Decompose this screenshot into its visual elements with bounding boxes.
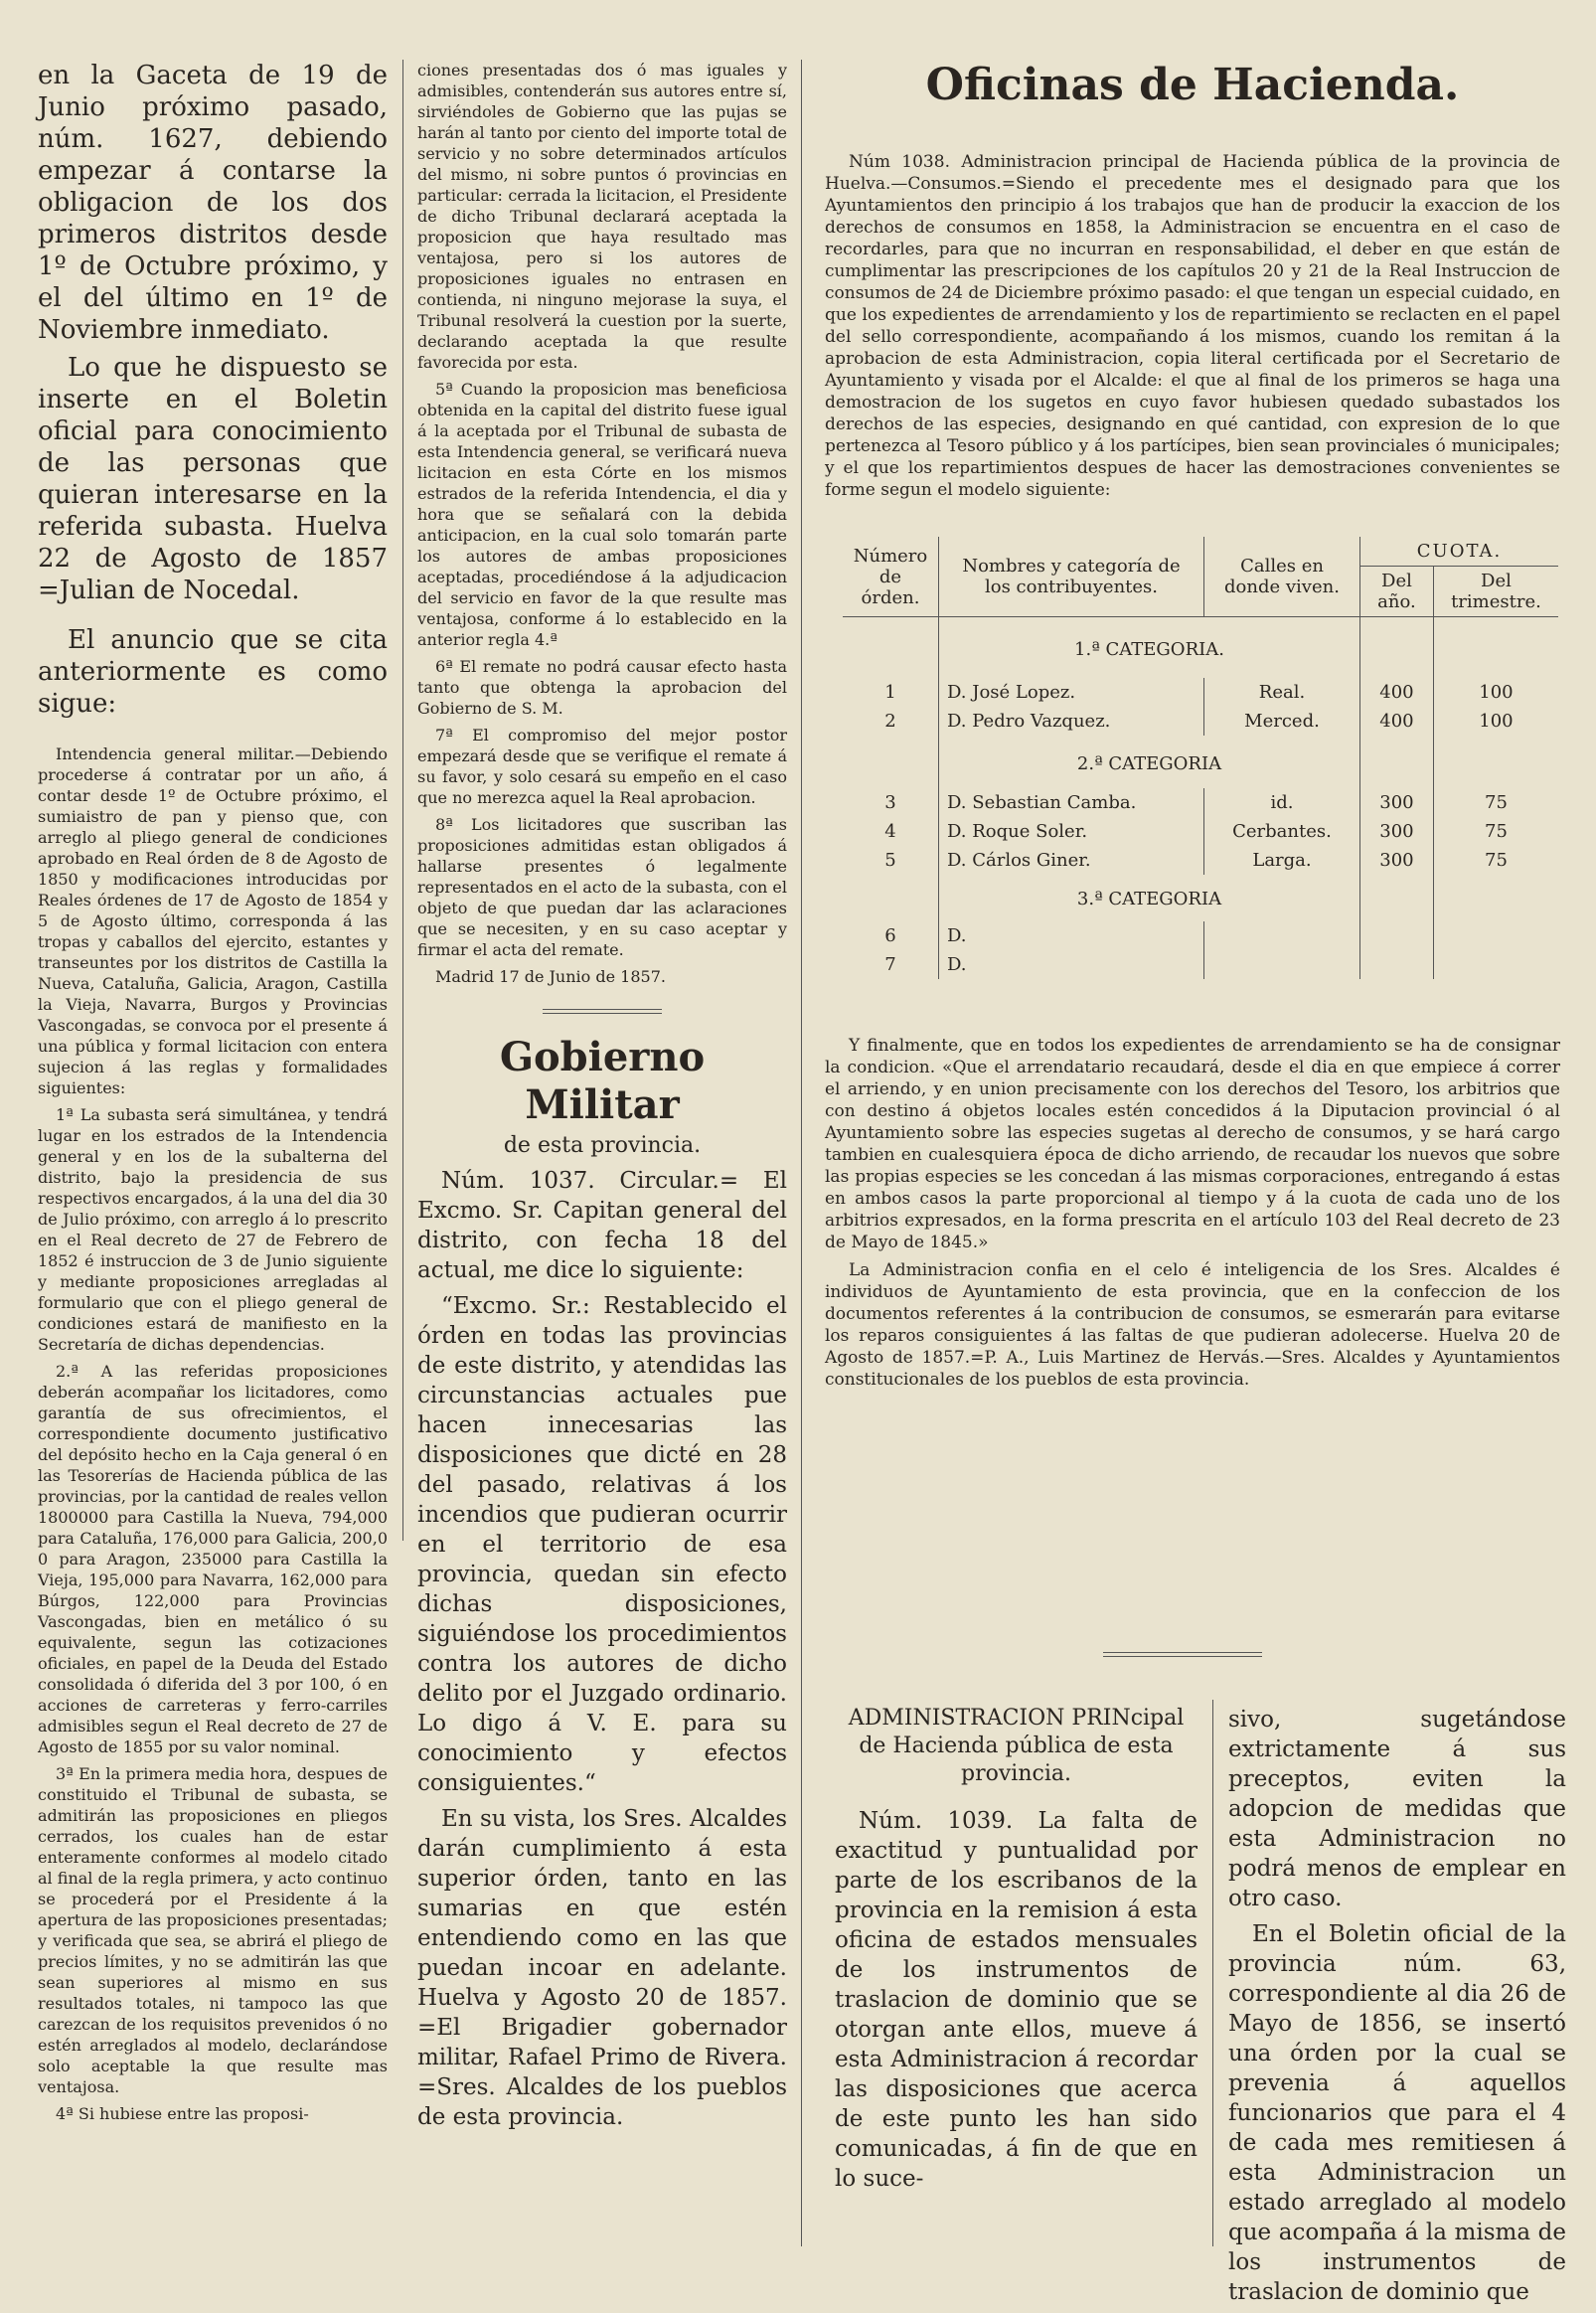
cell-ano: 300 (1360, 846, 1434, 875)
cell-tri (1433, 921, 1558, 950)
cell-numero: 4 (884, 821, 896, 842)
paragraph: Núm. 1039. La falta de exactitud y puntualidad por parte de los escribanos de la provincia en la remision á esta oficina de estados mensuales de los instrumentos de traslacion de dominio que se otorgan ante ellos, mueve á esta Administracion á recordar las disposiciones que acerca de este punto les han sido comunicadas, á fin de que en lo suce- (835, 1808, 1197, 2192)
column-rule (801, 60, 802, 2246)
cell-ano: 300 (1360, 788, 1434, 817)
cell-ano: 300 (1360, 817, 1434, 846)
paragraph: Lo que he dispuesto se inserte en el Boletin oficial para conocimiento de las personas que quieran interesarse en la referida subasta. Huelva 22 de Agosto de 1857 =Julian de Nocedal. (38, 353, 388, 605)
gobierno-title: Gobierno Militar (499, 1034, 706, 1128)
cell-street: id. (1204, 788, 1360, 817)
intro-block (38, 60, 388, 606)
admin-right-column (1228, 1705, 1566, 2313)
cell-name: D. Roque Soler. (939, 817, 1204, 846)
cell-street: Larga. (1204, 846, 1360, 875)
cell-ano (1360, 921, 1434, 950)
cell-name: D. Sebastian Camba. (939, 788, 1204, 817)
gobierno-body (417, 1166, 787, 2132)
paragraph: 6ª El remate no podrá causar efecto hasta tanto que obtenga la aprobacion del Gobierno de S. M. (417, 657, 787, 718)
cell-street (1204, 921, 1360, 950)
column-rule (1212, 1700, 1213, 2246)
cell-name: D. Pedro Vazquez. (939, 707, 1204, 736)
admin-body-right (1228, 1705, 1566, 2307)
column-rule (402, 60, 403, 1541)
cell-ano: 400 (1360, 678, 1434, 707)
table-row (843, 707, 1558, 736)
paragraph: en la Gaceta de 19 de Junio próximo pasado, núm. 1627, debiendo empezar á contarse la obligacion de los dos primeros distritos desde 1º de Octubre próximo, y el del último en 1º de Noviembre inmediato. (38, 61, 388, 345)
column-1 (38, 60, 388, 2130)
paragraph: “Excmo. Sr.: Restablecido el órden en todas las provincias de este distrito, y atendidas las circunstancias actuales pue hacen innecesarias las disposiciones que dicté en 28 del pasado, relativas á los incendios que pudieran ocurrir en el territorio de esa provincia, quedan sin efecto dichas disposiciones, siguiéndose los procedimientos contra los autores de dicho delito por el Juzgado ordinario. Lo digo á V. E. para su conocimiento y efectos consiguientes.“ (417, 1293, 787, 1796)
cell-ano: 400 (1360, 707, 1434, 736)
paragraph: Intendencia general militar.—Debiendo procederse á contratar por un año, á contar desde 1º de Octubre próximo, el sumiaistro de pan y pienso que, con arreglo al pliego general de condiciones aprobado en Real órden de 8 de Agosto de 1850 y modificaciones introducidas por Reales órdenes de 17 de Agosto de 1854 y 5 de Agosto último, corresponda á las tropas y caballos del ejercito, estantes y transeuntes por los distritos de Castilla la Nueva, Cataluña, Galicia, Aragon, Castilla la Vieja, Navarra, Burgos y Provincias Vascongadas, se convoca por el presente á una pública y formal licitacion con entera sujecion á las reglas y formalidades siguientes: (38, 744, 388, 1097)
paragraph: 3ª En la primera media hora, despues de constituido el Tribunal de subasta, se admitirán las proposiciones en pliegos cerrados, los cuales han de estar enteramente conformes al modelo citado al final de la regla primera, y acto continuo se procederá por el Presidente á la apertura de las proposiciones presentadas; y verificada que sea, se abrirá el pliego de precios límites, y no se admitirán las que sean superiores al mismo en sus resultados totales, ni tampoco las que carezcan de los requisitos prevenidos ó no estén arreglados al modelo, declarándose solo aceptable la que resulte mas ventajosa. (38, 1764, 388, 2096)
cell-street: Cerbantes. (1204, 817, 1360, 846)
admin-body-left (835, 1806, 1197, 2194)
cell-numero: 1 (884, 682, 896, 703)
anuncio-block (38, 624, 388, 720)
cell-tri: 100 (1433, 707, 1558, 736)
table-row (843, 788, 1558, 817)
cuota-table (843, 537, 1558, 979)
category-heading: 2.ª CATEGORIA (939, 736, 1360, 788)
cell-ano (1360, 950, 1434, 979)
anuncio-continued (417, 60, 787, 987)
oficinas-title: Oficinas de Hacienda. (925, 60, 1460, 110)
signature-date: Madrid 17 de Junio de 1857. (435, 967, 666, 986)
category-heading: 3.ª CATEGORIA (939, 875, 1360, 921)
oficinas-section (825, 60, 1560, 1397)
paragraph: En su vista, los Sres. Alcaldes darán cumplimiento á esta superior órden, tanto en las sumarias en que estén entendiendo como en las que puedan incoar en adelante. Huelva y Agosto 20 de 1857. =El Brigadier gobernador militar, Rafael Primo de Rivera. =Sres. Alcaldes de los pueblos de esta provincia. (417, 1806, 787, 2130)
table-row (843, 678, 1558, 707)
paragraph: 7ª El compromiso del mejor postor empezará desde que se verifique el remate á su favor, y solo cesará su empeño en el caso que no merezca aquel la Real aprobacion. (417, 726, 787, 807)
column-2 (417, 60, 787, 2138)
admin-left-column (835, 1705, 1197, 2200)
anuncio-heading: El anuncio que se cita anteriormente es como sigue: (38, 625, 388, 719)
cell-name: D. José Lopez. (939, 678, 1204, 707)
paragraph: 5ª Cuando la proposicion mas beneficiosa obtenida en la capital del distrito fuese igual á la aceptada por el Tribunal de subasta de esta Intendencia general, se verificará nueva licitacion en esta Córte en los mismos estrados de la referida Intendencia, el dia y hora que se señalará con la debida anticipacion, en la cual solo tomarán parte los autores de ambas proposiciones aceptadas, procediéndose á la adjudicacion del servicio en favor de la que resulte mas ventajosa, conforme á lo establecido en la anterior regla 4.ª (417, 380, 787, 649)
cell-name: D. (939, 950, 1204, 979)
cell-numero: 2 (884, 711, 896, 732)
cell-street (1204, 950, 1360, 979)
cell-tri: 75 (1433, 817, 1558, 846)
cell-name: D. (939, 921, 1204, 950)
cell-street: Merced. (1204, 707, 1360, 736)
paragraph: Núm 1038. Administracion principal de Hacienda pública de la provincia de Huelva.—Consumos.=Siendo el precedente mes el designado para que los Ayuntamientos den principio á los trabajos que han de producir la exaccion de los derechos de consumos en 1858, la Administracion se encuentra en el caso de recordarles, para que no incurran en responsabilidad, el deber en que están de cumplimentar las prescripciones de los capítulos 20 y 21 de la Real Instruccion de consumos de 24 de Diciembre próximo pasado: el que tengan un especial cuidado, en que los expedientes de arrendamiento y los de repartimiento se reclacten en el papel del sello correspondiente, acompañando á los mismos, cuando los remitan á la aprobacion de esta Administracion, copia literal certificada por el Secretario de Ayuntamiento y visada por el Alcalde: el que al final de los primeros se haga una demostracion de los sugetos en cuyo favor hubiesen quedado subastados los derechos de las especies, designando en qué cantidad, con expresion de lo que pertenezca al Tesoro público y á los partícipes, bien sean provinciales ó municipales; y el que los repartimientos despues de hacer las demostraciones convenientes se forme segun el modelo siguiente: (825, 152, 1560, 500)
gobierno-subtitle: de esta provincia. (503, 1133, 702, 1158)
cell-numero: 5 (884, 850, 896, 871)
header-numero: Número de órden. (843, 537, 939, 617)
cell-street: Real. (1204, 678, 1360, 707)
section-divider (1103, 1652, 1262, 1657)
cell-numero: 6 (884, 925, 896, 946)
paragraph: 2.ª A las referidas proposiciones deberán acompañar los licitadores, como garantía de sus ofrecimientos, el correspondiente documento justificativo del depósito hecho en la Caja general ó en las Tesorerías de Hacienda pública de las provincias, por la cantidad de reales vellon 1800000 para Castilla la Nueva, 794,000 para Cataluña, 176,000 para Galicia, 200,0 0 para Aragon, 235000 para Castilla la Vieja, 195,000 para Navarra, 162,000 para Búrgos, 122,000 para Provincias Vascongadas, bien en metálico ó su equivalente, segun las cotizaciones oficiales, en papel de la Deuda del Estado consolidada ó diferida del 3 por 100, ó en acciones de carreteras y ferro-carriles admisibles segun el Real decreto de 27 de Agosto de 1855 por su valor nominal. (38, 1362, 388, 1756)
paragraph: La Administracion confia en el celo é inteligencia de los Sres. Alcaldes é individuos de Ayuntamiento de esta provincia, que en la confeccion de los documentos referentes á la contribucion de consumos, se esmerarán para evitarse los reparos consiguientes á las faltas de que pudieran adolecerse. Huelva 20 de Agosto de 1857.=P. A., Luis Martinez de Hervás.—Sres. Alcaldes y Ayuntamientos constitucionales de los pueblos de esta provincia. (825, 1260, 1560, 1390)
paragraph: Núm. 1037. Circular.= El Excmo. Sr. Capitan general del distrito, con fecha 18 del actual, me dice lo siguiente: (417, 1168, 787, 1283)
paragraph: Y finalmente, que en todos los expedientes de arrendamiento se ha de consignar la condicion. «Que el arrendatario recaudará, desde el dia en que empiece á correr el arriendo, y en union precisamente con los derechos del Tesoro, los arbitrios que con destino á objetos locales estén concedidos á la Diputacion provincial ó al Ayuntamiento sobre las especies sugetas al derecho de consumos, y se hará cargo tambien en cualesquiera época de dicho arriendo, de recaudar los nuevos que sobre las propias especies se les concedan á las mismas corporaciones, entregando á estas en ambos casos la parte proporcional al tiempo y á la cuota de cada uno de los arbitrios expresados, en la forma prescrita en el artículo 103 del Real decreto de 23 de Mayo de 1845.» (825, 1036, 1560, 1252)
cell-tri: 75 (1433, 846, 1558, 875)
header-del-trimestre: Del trimestre. (1433, 567, 1558, 617)
section-divider (543, 1009, 662, 1014)
table-row (843, 921, 1558, 950)
anuncio-body (38, 743, 388, 2124)
cell-tri: 75 (1433, 788, 1558, 817)
table-row (843, 817, 1558, 846)
header-calles: Calles en donde viven. (1204, 537, 1360, 617)
cell-numero: 7 (884, 954, 896, 975)
paragraph: En el Boletin oficial de la provincia núm. 63, correspondiente al dia 26 de Mayo de 1856, se insertó una órden por la cual se prevenia á aquellos funcionarios que para el 4 de cada mes remitiesen á esta Administracion un estado arreglado al modelo que acompaña á la misma de los instrumentos de traslacion de dominio que (1228, 1921, 1566, 2305)
cell-numero: 3 (884, 792, 896, 813)
paragraph: sivo, sugetándose extrictamente á sus preceptos, eviten la adopcion de medidas que esta Administracion no podrá menos de emplear en otro caso. (1228, 1707, 1566, 1911)
cell-tri: 100 (1433, 678, 1558, 707)
table-row (843, 846, 1558, 875)
paragraph: 4ª Si hubiese entre las proposi- (56, 2104, 309, 2123)
table-row (843, 950, 1558, 979)
header-nombres: Nombres y categoría de los contribuyentes. (939, 537, 1204, 617)
after-table-block (825, 1035, 1560, 1391)
admin-title: ADMINISTRACION PRINcipal de Hacienda pública de esta provincia. (848, 1706, 1185, 1786)
paragraph: 1ª La subasta será simultánea, y tendrá lugar en los estrados de la Intendencia general y en los de la subalterna del distrito, bajo la presidencia de sus respectivos encargados, á la una del dia 30 de Julio próximo, con arreglo á lo prescrito en el Real decreto de 27 de Febrero de 1852 é instruccion de 3 de Junio siguiente y mediante proposiciones arregladas al formulario que con el pliego general de condiciones estará de manifiesto en la Secretaría de dichas dependencias. (38, 1105, 388, 1354)
cell-tri (1433, 950, 1558, 979)
paragraph: 8ª Los licitadores que suscriban las proposiciones admitidas estan obligados á hallarse presentes ó legalmente representados en el acto de la subasta, con el objeto de que puedan dar las aclaraciones que se necesiten, y en su caso aceptar y firmar el acta del remate. (417, 815, 787, 959)
cell-name: D. Cárlos Giner. (939, 846, 1204, 875)
header-cuota: CUOTA. (1360, 537, 1559, 567)
header-del-ano: Del año. (1360, 567, 1434, 617)
paragraph: ciones presentadas dos ó mas iguales y admisibles, contenderán sus autores entre sí, sirviéndoles de Gobierno que las pujas se harán al tanto por ciento del importe total de servicio y no sobre determinados artículos del mismo, ni sobre puntos ó provincias en particular: cerrada la licitacion, el Presidente de dicho Tribunal declarará aceptada la proposicion que haya resultado mas ventajosa, pero si los autores de proposiciones iguales no entrasen en contienda, ni ninguno mejorase la suya, el Tribunal resolverá la cuestion por la suerte, declarando aceptada la que resulte favorecida por esta. (417, 61, 787, 372)
category-heading: 1.ª CATEGORIA. (939, 617, 1360, 679)
para-1038-block (825, 151, 1560, 501)
